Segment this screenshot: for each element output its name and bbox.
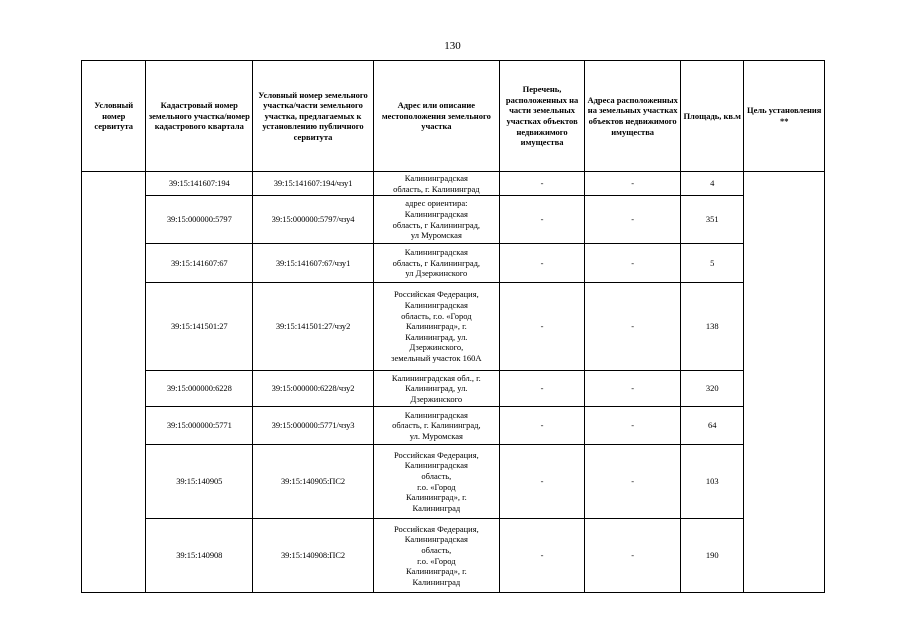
cadastral-number-cell: 39:15:141501:27 [146, 283, 253, 371]
purpose-cell [744, 172, 825, 593]
objects-addresses-cell: - [585, 244, 681, 283]
objects-cell: - [499, 196, 585, 244]
address-cell: Российская Федерация, Калининградская область, г.о. «Город Калининград», г. Калининград, ул. Дзержинского, земельный участок 160А [373, 283, 499, 371]
cadastral-number-cell: 39:15:000000:5797 [146, 196, 253, 244]
cadastral-number-cell: 39:15:140905 [146, 445, 253, 519]
address-cell: Калининградская область, г. Калининград [373, 172, 499, 196]
objects-cell: - [499, 445, 585, 519]
header-area: Площадь, кв.м [680, 61, 743, 172]
address-cell: адрес ориентира: Калининградская область, г Калининград, ул Муромская [373, 196, 499, 244]
cadastral-number-cell: 39:15:141607:194 [146, 172, 253, 196]
objects-cell: - [499, 519, 585, 593]
conditional-number-cell: 39:15:000000:5797/чзу4 [253, 196, 374, 244]
servitude-table [81, 60, 825, 593]
header-conditional-plot-number: Условный номер земельного участка/части земельного участка, предлагаемых к установлению публичного сервитута [253, 61, 374, 172]
address-cell: Калининградская обл., г. Калининград, ул. Дзержинского [373, 371, 499, 407]
address-cell: Российская Федерация, Калининградская область, г.о. «Город Калининград», г. Калининград [373, 445, 499, 519]
objects-addresses-cell: - [585, 172, 681, 196]
table-row [82, 407, 825, 445]
conditional-number-cell: 39:15:141607:67/чзу1 [253, 244, 374, 283]
header-address: Адрес или описание местоположения земельного участка [373, 61, 499, 172]
area-cell: 103 [680, 445, 743, 519]
header-objects-list: Перечень, расположенных на части земельных участках объектов недвижимого имущества [499, 61, 585, 172]
table-row [82, 172, 825, 196]
objects-cell: - [499, 172, 585, 196]
cadastral-number-cell: 39:15:140908 [146, 519, 253, 593]
area-cell: 64 [680, 407, 743, 445]
area-cell: 4 [680, 172, 743, 196]
table-row [82, 283, 825, 371]
objects-addresses-cell: - [585, 283, 681, 371]
area-cell: 5 [680, 244, 743, 283]
conditional-number-cell: 39:15:140908:ПС2 [253, 519, 374, 593]
objects-addresses-cell: - [585, 371, 681, 407]
cadastral-number-cell: 39:15:000000:6228 [146, 371, 253, 407]
objects-cell: - [499, 371, 585, 407]
table-row [82, 445, 825, 519]
header-cadastral-number: Кадастровый номер земельного участка/номер кадастрового квартала [146, 61, 253, 172]
objects-addresses-cell: - [585, 196, 681, 244]
conditional-number-cell: 39:15:000000:5771/чзу3 [253, 407, 374, 445]
address-cell: Калининградская область, г. Калининград, ул. Муромская [373, 407, 499, 445]
conditional-number-cell: 39:15:141501:27/чзу2 [253, 283, 374, 371]
table-row [82, 196, 825, 244]
header-row [82, 61, 825, 172]
page-number: 130 [444, 40, 461, 52]
address-cell: Калининградская область, г Калининград, ул Дзержинского [373, 244, 499, 283]
address-cell: Российская Федерация, Калининградская область, г.о. «Город Калининград», г. Калининград [373, 519, 499, 593]
header-objects-addresses: Адреса расположенных на земельных участках объектов недвижимого имущества [585, 61, 681, 172]
servitude-number-cell [82, 172, 146, 593]
conditional-number-cell: 39:15:141607:194/чзу1 [253, 172, 374, 196]
objects-addresses-cell: - [585, 445, 681, 519]
area-cell: 351 [680, 196, 743, 244]
objects-cell: - [499, 244, 585, 283]
objects-cell: - [499, 283, 585, 371]
area-cell: 138 [680, 283, 743, 371]
area-cell: 190 [680, 519, 743, 593]
conditional-number-cell: 39:15:140905:ПС2 [253, 445, 374, 519]
table-row [82, 371, 825, 407]
header-purpose: Цель установления ** [744, 61, 825, 172]
area-cell: 320 [680, 371, 743, 407]
cadastral-number-cell: 39:15:141607:67 [146, 244, 253, 283]
objects-cell: - [499, 407, 585, 445]
objects-addresses-cell: - [585, 519, 681, 593]
table-row [82, 244, 825, 283]
objects-addresses-cell: - [585, 407, 681, 445]
table-row [82, 519, 825, 593]
conditional-number-cell: 39:15:000000:6228/чзу2 [253, 371, 374, 407]
cadastral-number-cell: 39:15:000000:5771 [146, 407, 253, 445]
header-servitude-number: Условный номер сервитута [82, 61, 146, 172]
